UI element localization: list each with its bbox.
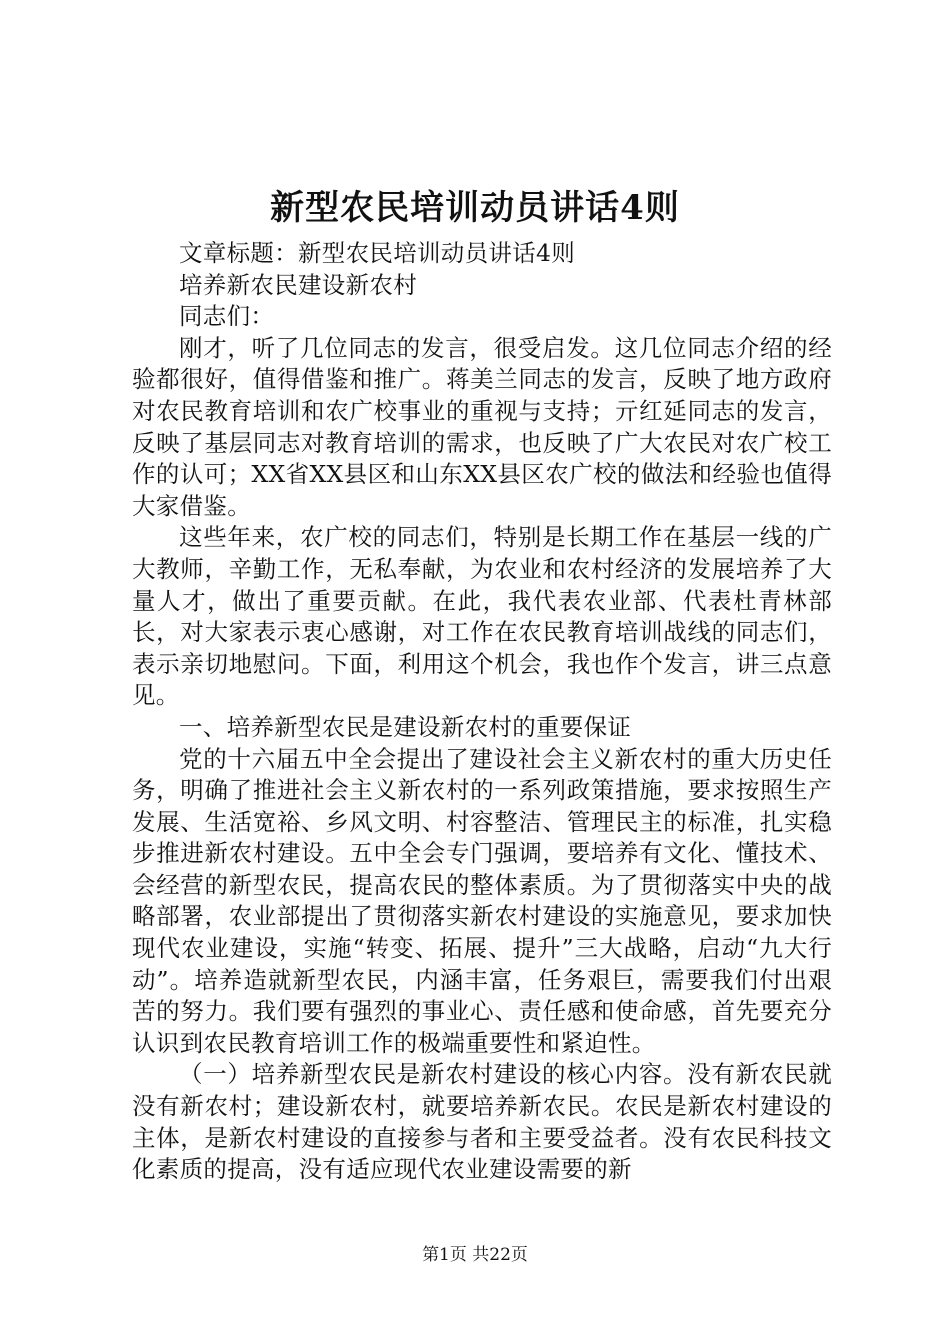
document-title: 新型农民培训动员讲话4则 bbox=[270, 188, 680, 228]
body-paragraph: 刚才，听了几位同志的发言，很受启发。这几位同志介绍的经验都很好，值得借鉴和推广。蒋美兰同志的发言，反映了地方政府对农民教育培训和农广校事业的重视与支持；亓红延同志的发言，反映了基层同志对教育培训的需求，也反映了广大农民对农广校工作的认可；XX省XX县区和山东XX县区农广校的做法和经验也值得大家借鉴。 bbox=[132, 333, 832, 520]
section-heading: 一、培养新型农民是建设新农村的重要保证 bbox=[179, 712, 632, 741]
body-paragraph: （一）培养新型农民是新农村建设的核心内容。没有新农民就没有新农村；建设新农村，就要培养新农民。农民是新农村建设的主体，是新农村建设的直接参与者和主要受益者。没有农民科技文化素质的提高，没有适应现代农业建设需要的新 bbox=[132, 1060, 832, 1184]
document-body bbox=[132, 238, 832, 1186]
speech-subtitle: 培养新农民建设新农村 bbox=[179, 270, 417, 299]
body-paragraph: 党的十六届五中全会提出了建设社会主义新农村的重大历史任务，明确了推进社会主义新农村的一系列政策措施，要求按照生产发展、生活宽裕、乡风文明、村容整洁、管理民主的标准，扎实稳步推进新农村建设。五中全会专门强调，要培养有文化、懂技术、会经营的新型农民，提高农民的整体素质。为了贯彻落实中央的战略部署，农业部提出了贯彻落实新农村建设的实施意见，要求加快现代农业建设，实施“转变、拓展、提升”三大战略，启动“九大行动”。培养造就新型农民，内涵丰富，任务艰巨，需要我们付出艰苦的努力。我们要有强烈的事业心、责任感和使命感，首先要充分认识到农民教育培训工作的极端重要性和紧迫性。 bbox=[132, 744, 832, 1057]
article-title-line: 文章标题：新型农民培训动员讲话4则 bbox=[179, 239, 576, 267]
body-paragraph: 这些年来，农广校的同志们，特别是长期工作在基层一线的广大教师，辛勤工作，无私奉献，为农业和农村经济的发展培养了大量人才，做出了重要贡献。在此，我代表农业部、代表杜青林部长，对大家表示衷心感谢，对工作在农民教育培训战线的同志们，表示亲切地慰问。下面，利用这个机会，我也作个发言，讲三点意见。 bbox=[132, 523, 832, 710]
salutation: 同志们： bbox=[179, 302, 275, 331]
page-number-footer: 第1页 共22页 bbox=[422, 1245, 528, 1265]
